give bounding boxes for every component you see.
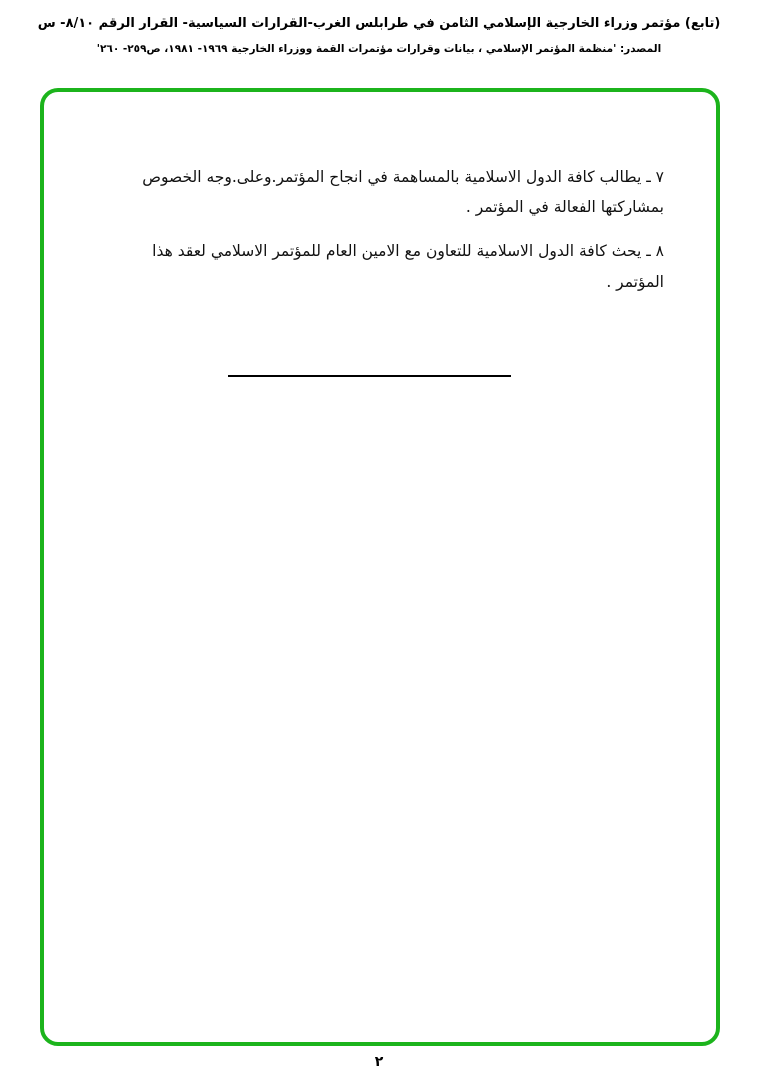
document-header (0, 16, 758, 55)
section-divider (228, 375, 511, 377)
page-number: ٢ (374, 1054, 384, 1070)
body-text (44, 92, 716, 297)
header-source-line: المصدر: 'منظمة المؤتمر الإسلامي ، بيانات وقرارات مؤتمرات القمة ووزراء الخارجية ١٩٦٩- ١٩٨١، ص٢٥٩- ٢٦٠' (96, 43, 662, 55)
paragraph-item-7: ٧ ـ يطالب كافة الدول الاسلامية بالمساهمة في انجاح المؤتمر.وعلى.وجه الخصوص بمشاركتها الفعالة في المؤتمر . (142, 168, 664, 217)
paragraph-item-8: ٨ ـ يحث كافة الدول الاسلامية للتعاون مع الامين العام للمؤتمر الاسلامي لعقد هذا المؤتمر . (152, 242, 664, 291)
page-footer (0, 1054, 758, 1070)
content-frame (40, 88, 720, 1046)
header-title-line: (تابع) مؤتمر وزراء الخارجية الإسلامي الثامن في طرابلس الغرب-القرارات السياسية- القرار الرقم ٨/١٠- س (37, 16, 721, 31)
